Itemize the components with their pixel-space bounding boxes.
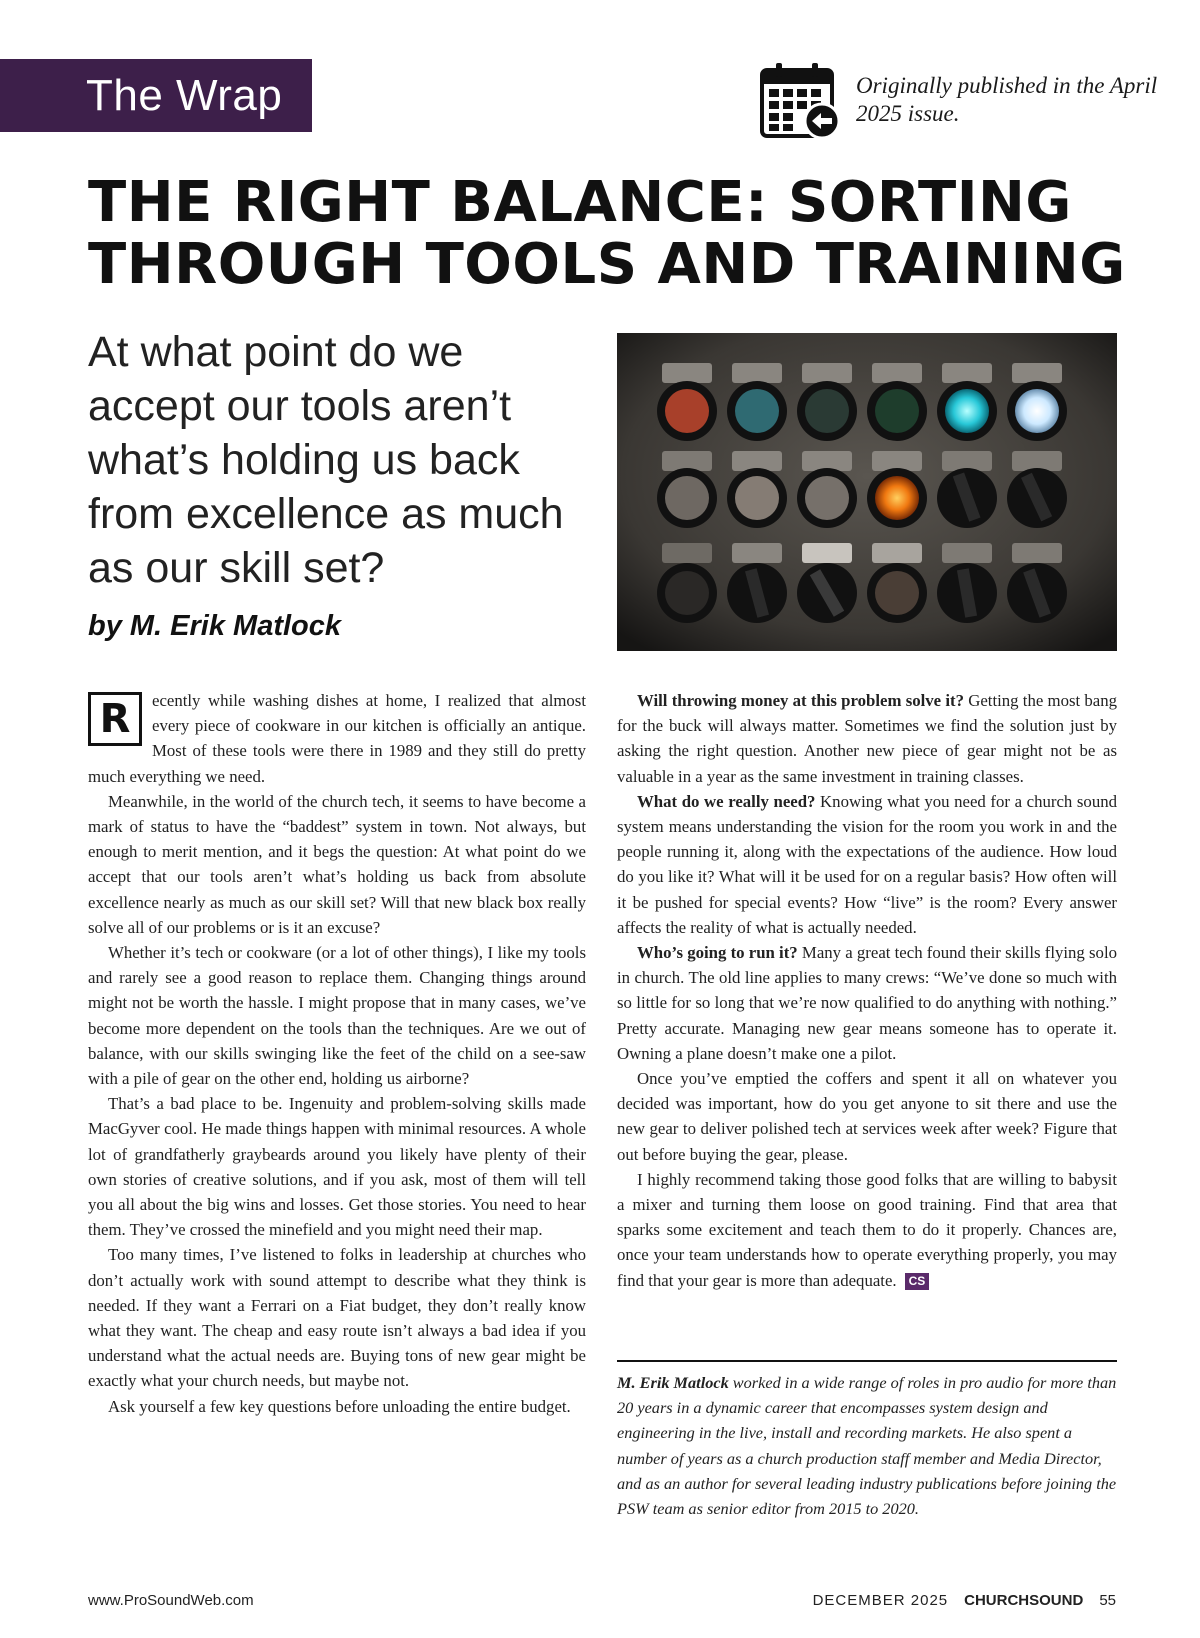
author-bio bbox=[617, 1370, 1117, 1521]
footer-info bbox=[813, 1592, 1116, 1609]
author-bio-name: M. Erik Matlock bbox=[617, 1373, 729, 1392]
footer-url: www.ProSoundWeb.com bbox=[88, 1592, 254, 1609]
publication-note bbox=[760, 62, 1180, 142]
author-bio-text: worked in a wide range of roles in pro audio for more than 20 years in a dynamic career that encompasses system design and engineering in the live, install and recording markets. He also spent a number of years as a church production staff member and Media Director, and as an author for several leading industry publications before joining the PSW team as senior editor from 2015 to 2020. bbox=[617, 1373, 1117, 1519]
article-headline: THE RIGHT BALANCE: SORTING THROUGH TOOLS AND TRAINING bbox=[88, 170, 1126, 297]
paragraph-8: What do we really need? Knowing what you need for a church sound system means understanding the vision for the room you work in and the people running it, along with the expectations of the audience. How loud do you like it? What will it be used for on a regular basis? How often will it be pushed for special events? How “live” is the room? Every answer affects the reality of what is actually needed. bbox=[617, 791, 1117, 937]
section-tag: The Wrap bbox=[0, 59, 312, 132]
publication-note-text: Originally published in the April 2025 issue. bbox=[856, 73, 1158, 126]
drop-cap: R bbox=[88, 692, 142, 746]
paragraph-6: Ask yourself a few key questions before unloading the entire budget. bbox=[108, 1396, 571, 1416]
end-mark-badge: CS bbox=[905, 1273, 930, 1290]
paragraph-2: Meanwhile, in the world of the church tech, it seems to have become a mark of status to have the “baddest” system in town. Not always, but enough to merit mention, and it begs the question: At what point do we accept that our tools aren’t what’s holding us back from absolute excellence nearly as much as our skill set? Will that new black box really solve all of our problems or is it an excuse? bbox=[88, 791, 586, 937]
bio-divider bbox=[617, 1360, 1117, 1362]
paragraph-3: Whether it’s tech or cookware (or a lot of other things), I like my tools and rarely see a good reason to replace them. Changing things around might not be worth the hassle. I might propose that in many cases, we’ve become more dependent on the tools than the techniques. Are we out of balance, with our skills swinging like the feet of the child on a see-saw with a pile of gear on the other end, holding us airborne? bbox=[88, 943, 586, 1089]
calendar-back-icon bbox=[760, 62, 842, 142]
article-subhead: At what point do we accept our tools aren’t what’s holding us back from excellence as much as our skill set? bbox=[88, 328, 564, 592]
paragraph-11: I highly recommend taking those good folks that are willing to babysit a mixer and turning them loose on good training. Find that area that sparks some excitement and teach them to do it properly. Chances are, once your team understands how to operate everything properly, you may find that your gear is more than adequate. CS bbox=[617, 1169, 1117, 1290]
paragraph-7: Will throwing money at this problem solve it? Getting the most bang for the buck will always matter. Sometimes we find the solution just by asking the right question. Another new piece of gear might not be as valuable in a year as the same investment in training classes. bbox=[617, 691, 1117, 786]
paragraph-4: That’s a bad place to be. Ingenuity and problem-solving skills made MacGyver cool. He made things happen with minimal resources. A whole lot of grandfatherly graybeards around you likely have plenty of their own stories of creative solutions, and if you ask, most of them will tell you all about the big wins and losses. Get those stories. You need to hear them. They’ve crossed the minefield and you might need their map. bbox=[88, 1094, 586, 1240]
article-column-left bbox=[88, 688, 586, 1419]
article-byline: by M. Erik Matlock bbox=[88, 610, 342, 642]
paragraph-9: Who’s going to run it? Many a great tech found their skills flying solo in church. The old line applies to many crews: “We’ve done so much with so little for so long that we’re now qualified to do anything with nothing.” Pretty accurate. Managing new gear means someone has to operate it. Owning a plane doesn’t make one a pilot. bbox=[617, 943, 1117, 1063]
control-panel-image bbox=[617, 333, 1117, 651]
footer-issue: DECEMBER 2025 bbox=[812, 1592, 949, 1609]
article-column-right bbox=[617, 688, 1117, 1293]
page-number: 55 bbox=[1099, 1592, 1116, 1609]
paragraph-5: Too many times, I’ve listened to folks in leadership at churches who don’t actually work with sound attempt to describe what they think is needed. If they want a Ferrari on a Fiat budget, they don’t really know what they want. The cheap and easy route isn’t always a bad idea if you understand what the actual needs are. Buying tons of new gear might be exactly what your church needs, but maybe not. bbox=[88, 1245, 586, 1391]
control-panel-photo bbox=[617, 333, 1117, 651]
paragraph-1: R ecently while washing dishes at home, I realized that almost every piece of cookware in our kitchen is officially an antique. Most of these tools were there in 1989 and they still do pretty much everything we need. bbox=[88, 691, 586, 786]
paragraph-10: Once you’ve emptied the coffers and spent it all on whatever you decided was important, how do you get anyone to sit there and use the new gear to deliver polished tech at services week after week? Figure that out before buying the gear, please. bbox=[617, 1069, 1117, 1164]
footer-magazine: CHURCHSOUND bbox=[964, 1592, 1084, 1609]
